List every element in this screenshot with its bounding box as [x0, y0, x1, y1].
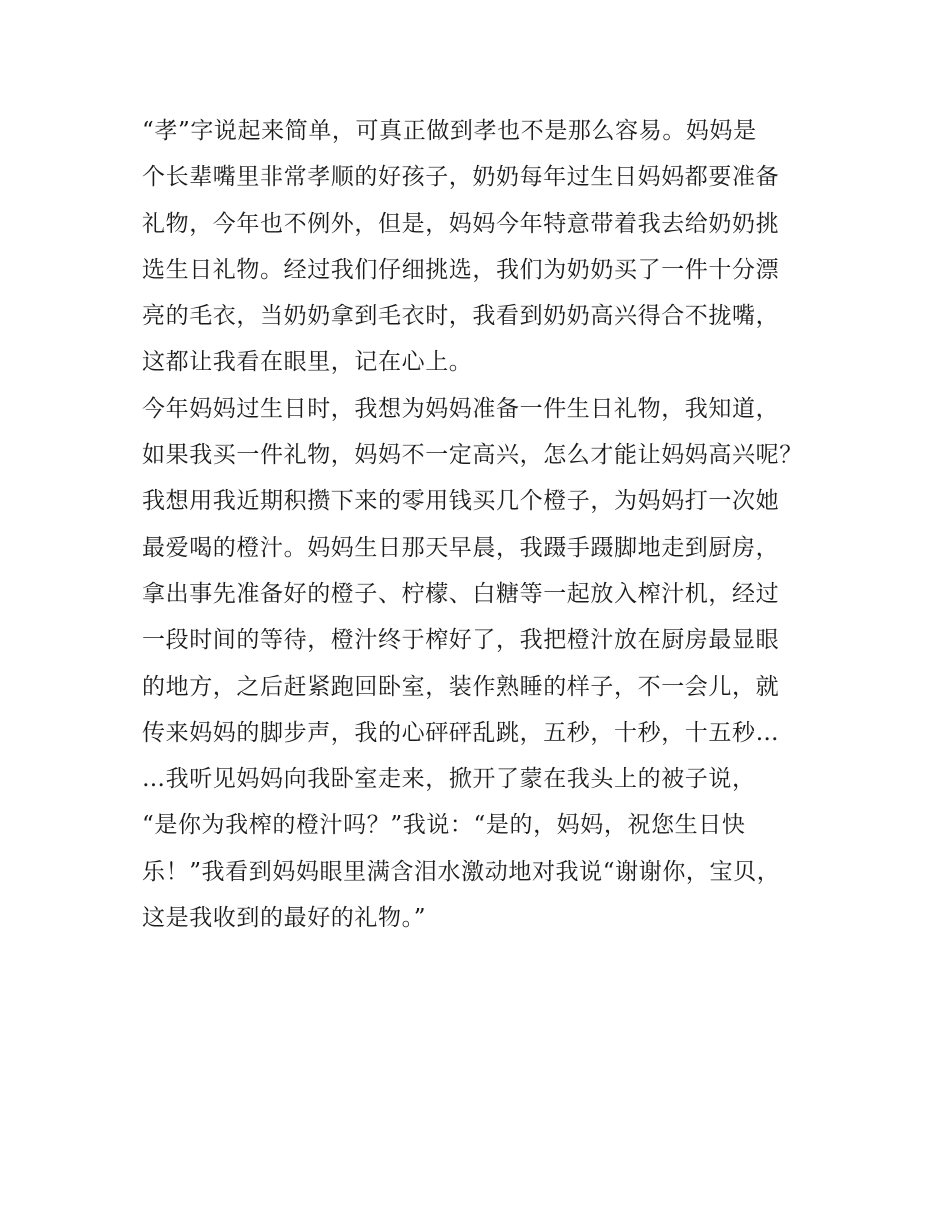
text-line: “孝”字说起来简单，可真正做到孝也不是那么容易。妈妈是 — [142, 118, 757, 144]
text-line: “是你为我榨的橙汁吗？”我说：“是的，妈妈，祝您生日快 — [142, 812, 746, 839]
text-line: 亮的毛衣，当奶奶拿到毛衣时，我看到奶奶高兴得合不拢嘴， — [142, 303, 780, 330]
text-line: 礼物，今年也不例外，但是，妈妈今年特意带着我去给奶奶挑 — [142, 210, 780, 237]
text-line: 的地方，之后赶紧跑回卧室，装作熟睡的样子，不一会儿，就 — [142, 673, 780, 700]
text-line: …我听见妈妈向我卧室走来，掀开了蒙在我头上的被子说， — [142, 766, 756, 793]
text-line: 如果我买一件礼物，妈妈不一定高兴，怎么才能让妈妈高兴呢？ — [142, 442, 803, 469]
text-line: 乐！”我看到妈妈眼里满含泪水激动地对我说“谢谢你，宝贝， — [142, 858, 781, 885]
text-line: 传来妈妈的脚步声，我的心砰砰乱跳，五秒，十秒，十五秒… — [142, 719, 780, 746]
text-line: 今年妈妈过生日时，我想为妈妈准备一件生日礼物，我知道， — [142, 395, 780, 422]
text-line: 这都让我看在眼里，记在心上。 — [142, 349, 473, 376]
text-line: 这是我收到的最好的礼物。” — [142, 905, 427, 932]
body-text — [142, 108, 842, 941]
text-line: 拿出事先准备好的橙子、柠檬、白糖等一起放入榨汁机，经过 — [142, 580, 780, 607]
text-line: 一段时间的等待，橙汁终于榨好了，我把橙汁放在厨房最显眼 — [142, 627, 780, 654]
text-line: 最爱喝的橙汁。妈妈生日那天早晨，我蹑手蹑脚地走到厨房， — [142, 534, 780, 561]
text-line: 我想用我近期积攒下来的零用钱买几个橙子，为妈妈打一次她 — [142, 488, 780, 515]
text-line: 选生日礼物。经过我们仔细挑选，我们为奶奶买了一件十分漂 — [142, 256, 780, 283]
text-line: 个长辈嘴里非常孝顺的好孩子，奶奶每年过生日妈妈都要准备 — [142, 164, 780, 191]
